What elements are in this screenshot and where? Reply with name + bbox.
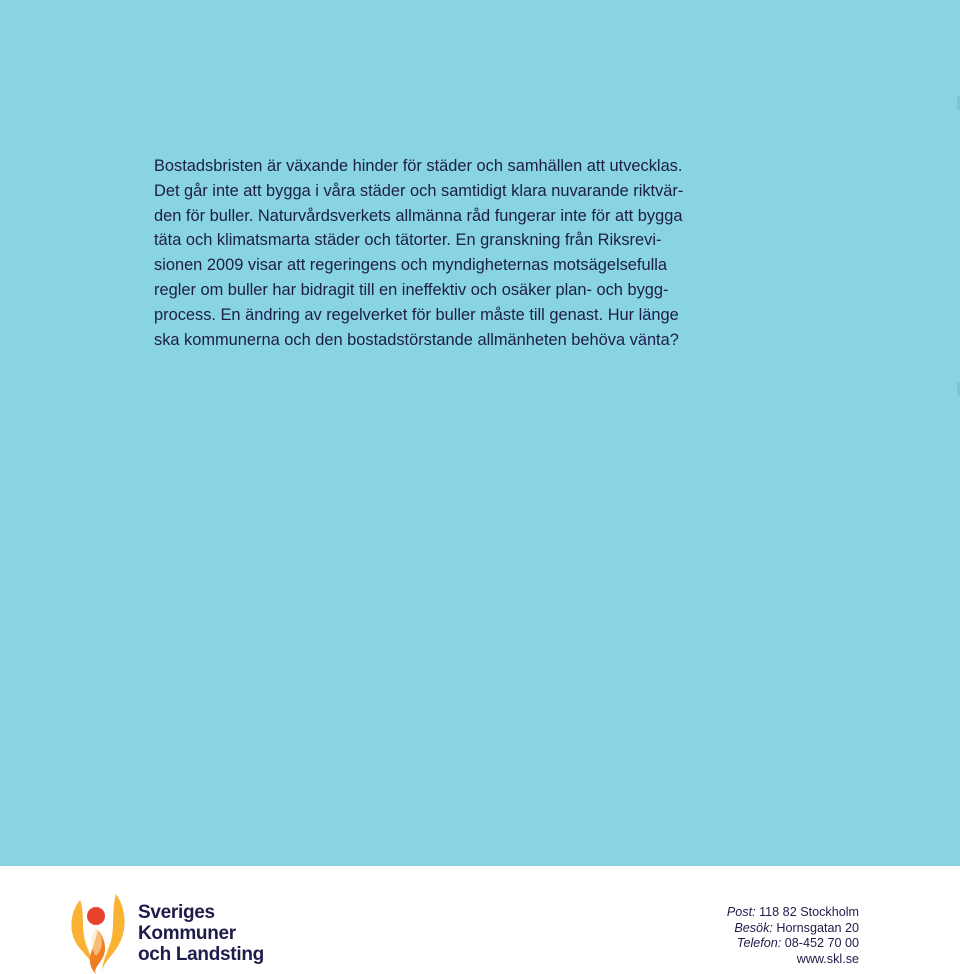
body-line: regler om buller har bidragit till en ineffektiv och osäker plan- och bygg- xyxy=(154,280,669,299)
post-value: 118 82 Stockholm xyxy=(759,905,859,919)
logo-line-2: Kommuner xyxy=(138,923,236,944)
phone-value: 08-452 70 00 xyxy=(784,936,859,950)
logo-line-3: och Landsting xyxy=(138,944,264,965)
visit-label: Besök: xyxy=(734,920,773,935)
body-line: den för buller. Naturvårdsverkets allmänna råd fungerar inte för att bygga xyxy=(154,206,683,225)
body-line: täta och klimatsmarta städer och tätorter. En granskning från Riksrevi- xyxy=(154,231,662,250)
logo-line-1: Sveriges xyxy=(138,902,215,923)
contact-post xyxy=(727,905,859,921)
visit-value: Hornsgatan 20 xyxy=(776,920,859,935)
body-line: Det går inte att bygga i våra städer och samtidigt klara nuvarande riktvär- xyxy=(154,181,684,200)
contact-phone xyxy=(727,936,859,952)
skl-logo-icon xyxy=(66,890,130,974)
phone-label: Telefon: xyxy=(736,936,782,950)
logo-wordmark xyxy=(138,902,264,965)
body-line: sionen 2009 visar att regeringens och myndigheternas motsägelsefulla xyxy=(154,256,667,275)
contact-block xyxy=(727,905,859,967)
contact-visit xyxy=(727,921,859,937)
body-text xyxy=(154,154,694,352)
body-line: process. En ändring av regelverket för buller måste till genast. Hur länge xyxy=(154,305,679,324)
body-line: Bostadsbristen är växande hinder för städer och samhällen att utvecklas. xyxy=(154,157,683,175)
body-line: ska kommunerna och den bostadstörstande allmänheten behöva vänta? xyxy=(154,330,679,349)
website-link[interactable]: www.skl.se xyxy=(796,951,859,966)
post-label: Post: xyxy=(726,905,756,919)
